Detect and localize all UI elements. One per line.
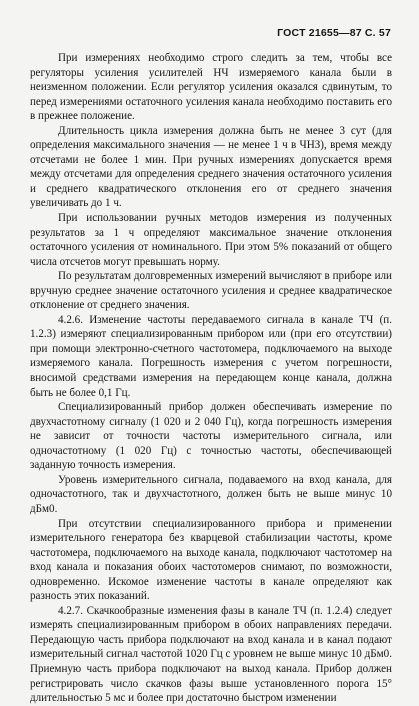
paragraph: По результатам долговременных измерений вычисляют в приборе или вручную среднее значение остаточного усиления и среднее квадратическое отклонение от среднего значения. bbox=[30, 270, 392, 312]
paragraph: 4.2.7. Скачкообразные изменения фазы в канале ТЧ (п. 1.2.4) следует измерять специализированным прибором в обоих направлениях передачи. Передающую часть прибора подключают на вход канала и в канал подают измерительный сигнал частотой 1020 Гц с уровнем не выше минус 10 дБм0. Приемную часть прибора подключают на выход канала. Прибор должен регистрировать число скачков фазы выше установленного порога 15° длительностью 5 мс и более при достаточно быстром изменении bbox=[30, 604, 392, 705]
paragraph: При отсутствии специализированного прибора и применении измерительного генератора без кварцевой стабилизации частоты, кроме частотомера, подключаемого на выходе канала, подключают частотомер на вход канала и показания обоих частотомеров снимают, по возможности, одновременно. Искомое изменение частоты в канале определяют как разность этих показаний. bbox=[30, 517, 392, 603]
paragraph: Уровень измерительного сигнала, подаваемого на вход канала, для одночастотного, так и двухчастотного, должен быть не выше минус 10 дБм0. bbox=[30, 473, 392, 515]
paragraph: При измерениях необходимо строго следить за тем, чтобы все регуляторы усиления усилителей НЧ измеряемого канала были в неизменном положении. Если регулятор усиления оказался сдвинутым, то перед измерениями остаточного усиления канала необходимо поставить его в прежнее положение. bbox=[30, 52, 392, 123]
paragraph: Длительность цикла измерения должна быть не менее 3 сут (для определения максимального значения — не менее 1 ч в ЧНЗ), время между отсчетами не более 1 мин. При ручных измерениях допускается время между отсчетами для определения среднего значения остаточного усиления и среднего квадратического отклонения его от среднего значения увеличивать до 1 ч. bbox=[30, 124, 392, 210]
paragraph: При использовании ручных методов измерения из полученных результатов за 1 ч определяют максимальное значение отклонения остаточного усиления от номинального. При этом 5% показаний от общего числа отсчетов могут превышать норму. bbox=[30, 212, 392, 268]
paragraph: Специализированный прибор должен обеспечивать измерение по двухчастотному сигналу (1 020 и 2 040 Гц), когда погрешность измерения не зависит от точности частоты измерительного сигнала, или одночастотному (1 020 Гц) с точностью частоты, обеспечивающей заданную точность измерения. bbox=[30, 401, 392, 472]
page-header: ГОСТ 21655—87 С. 57 bbox=[277, 27, 391, 39]
document-body bbox=[30, 51, 392, 706]
paragraph: 4.2.6. Изменение частоты передаваемого сигнала в канале ТЧ (п. 1.2.3) измеряют специализированным прибором или (при его отсутствии) при помощи электронно-счетного частотомера, подключаемого на выходе измеряемого канала. Погрешность измерения с учетом погрешности, вносимой средствами измерения на передающем конце канала, должна быть не более 0,1 Гц. bbox=[30, 313, 392, 399]
